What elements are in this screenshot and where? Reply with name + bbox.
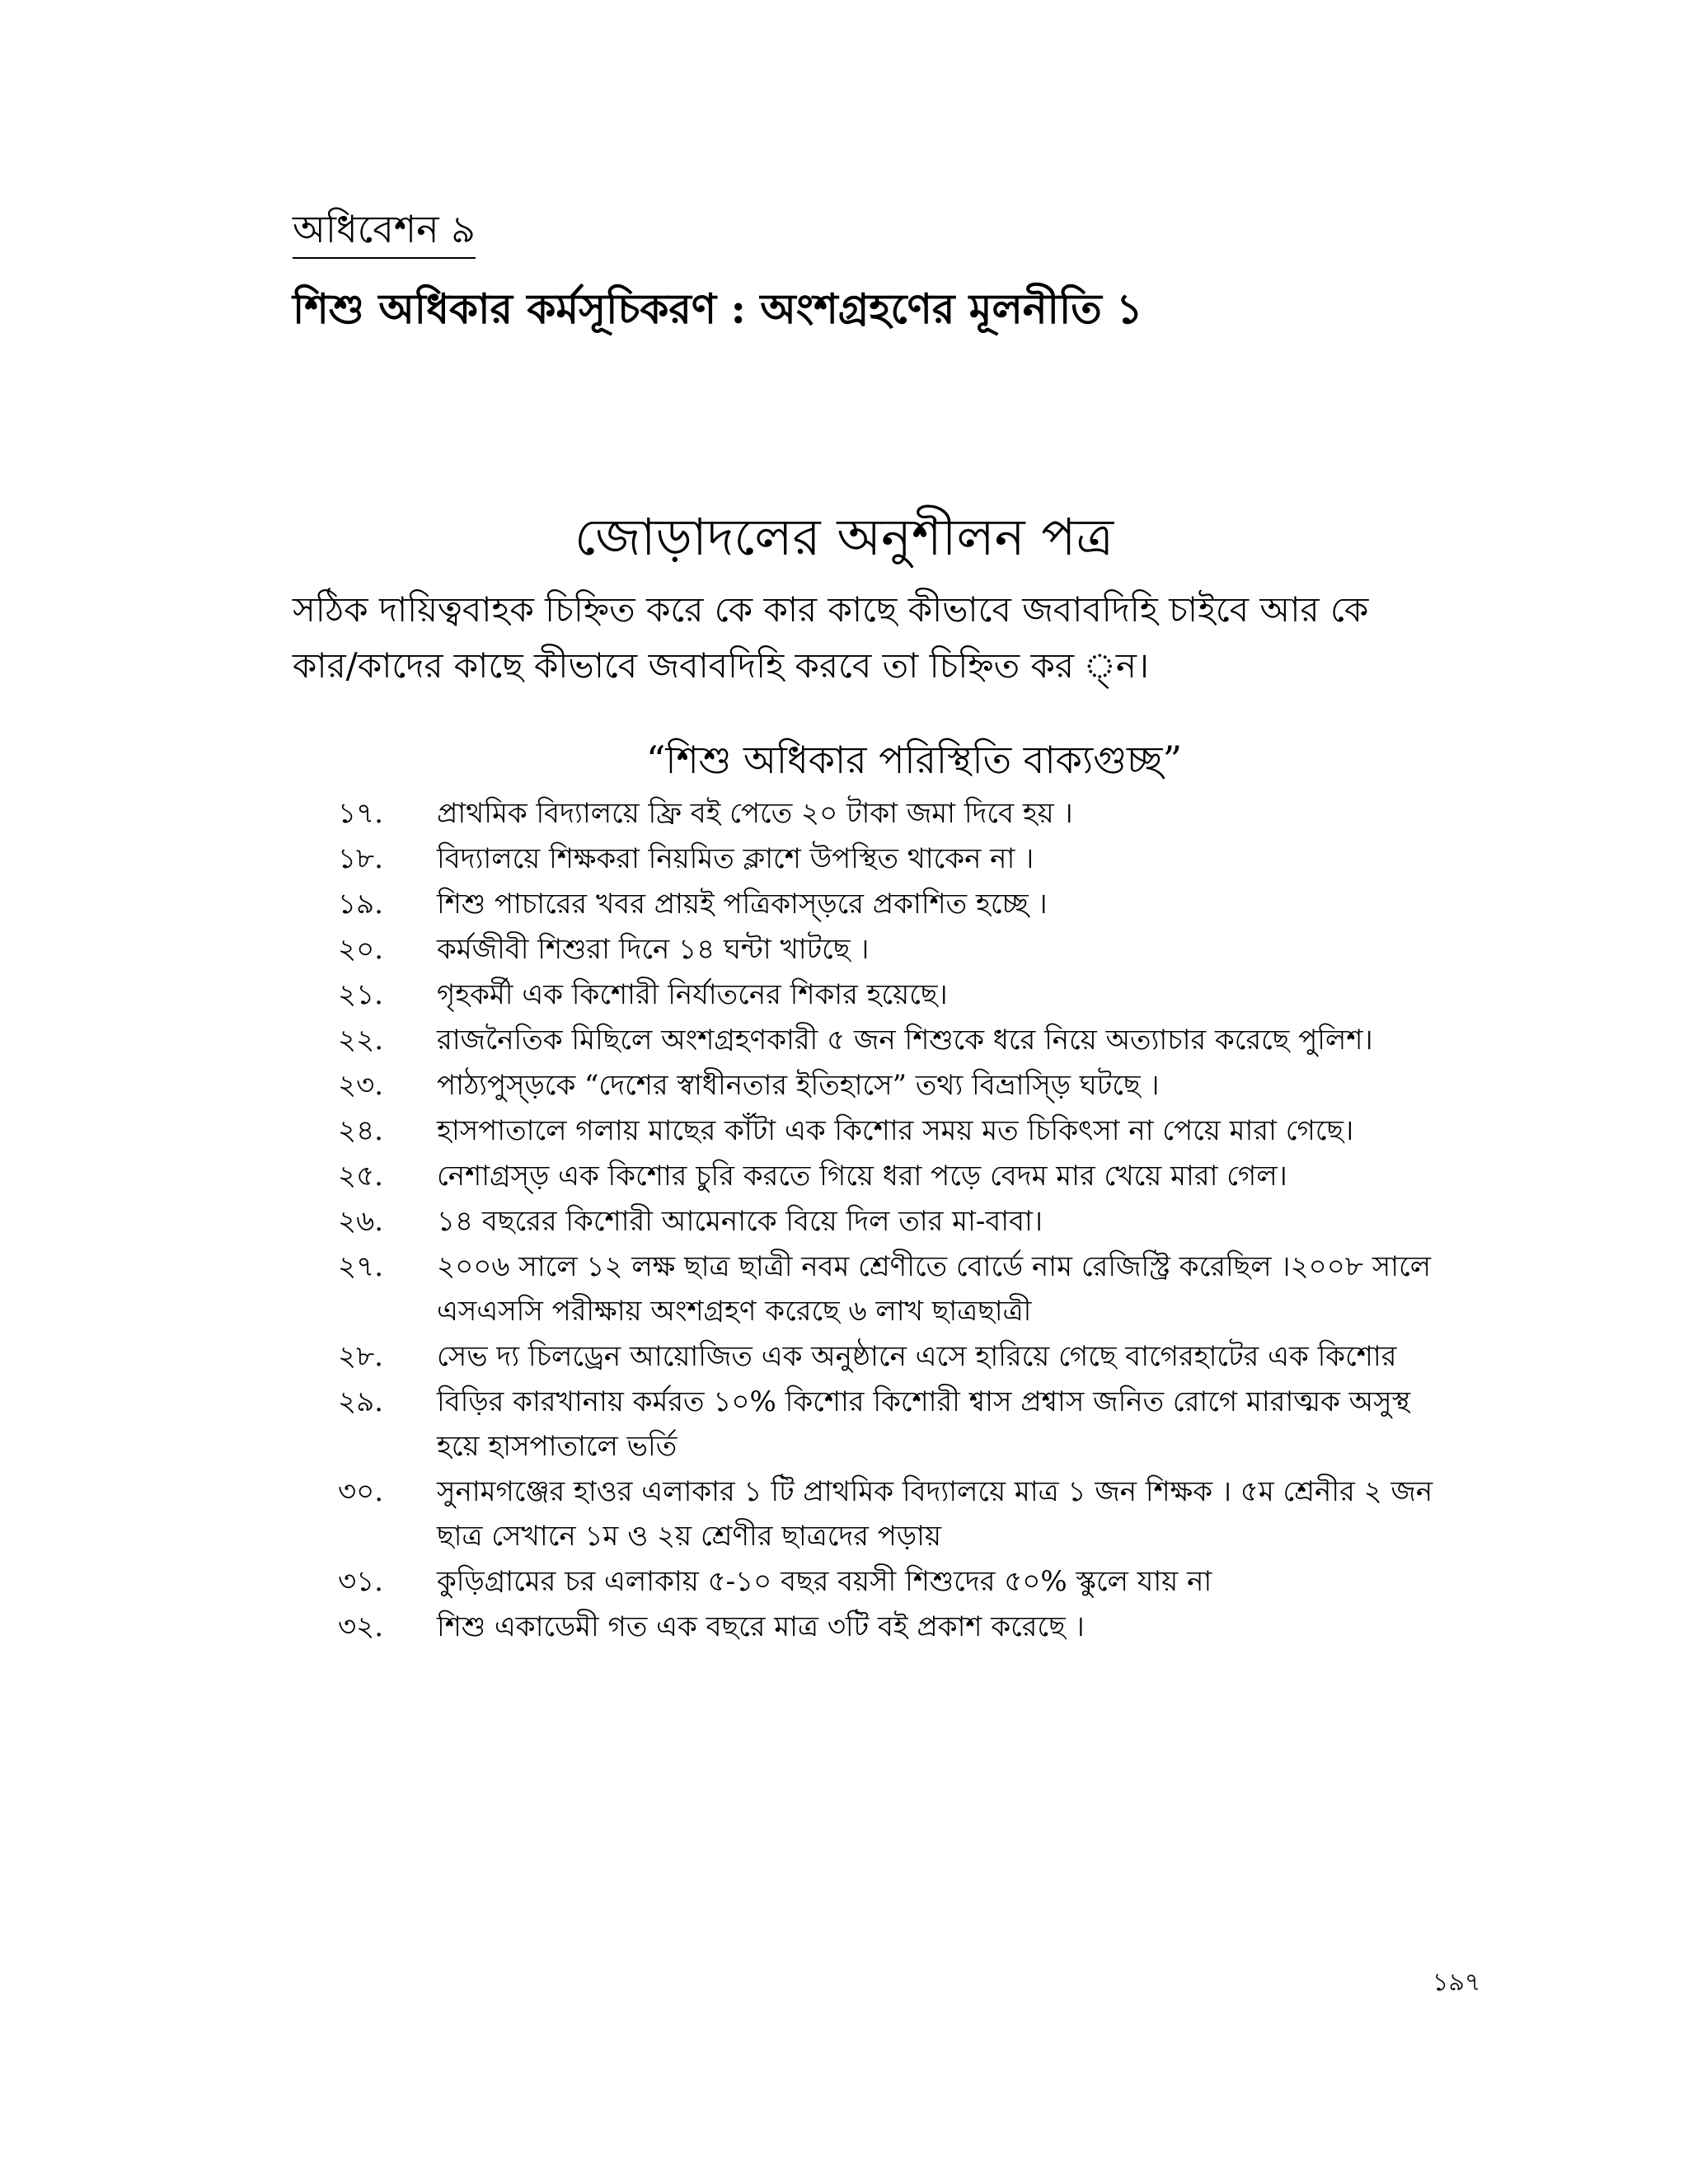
statement-number: ১৭. — [338, 797, 383, 830]
statement-item — [338, 791, 1508, 836]
statement-text-line: ২০০৬ সালে ১২ লক্ষ ছাত্র ছাত্রী নবম শ্রেণীতে বোর্ডে নাম রেজিস্ট্রি করেছিল ।২০০৮ সালে — [437, 1250, 1432, 1283]
statement-text: কুড়িগ্রামের চর এলাকায় ৫-১০ বছর বয়সী শিশুদের ৫০% স্কুলে যায় না — [437, 1565, 1212, 1598]
statement-text: শিশু একাডেমী গত এক বছরে মাত্র ৩টি বই প্রকাশ করেছে । — [437, 1610, 1085, 1643]
statement-text-line: হয়ে হাসপাতালে ভর্তি — [437, 1430, 678, 1463]
statement-number: ৩২. — [338, 1610, 384, 1643]
statement-number: ২৩. — [338, 1069, 384, 1102]
statement-number: ১৮. — [338, 842, 383, 875]
instruction-text — [293, 582, 1463, 694]
statement-number: ২৭. — [338, 1250, 384, 1283]
session-label: অধিবেশন ৯ — [293, 204, 476, 259]
statement-number: ৩০. — [338, 1475, 384, 1508]
statement-item — [338, 1334, 1508, 1379]
statement-number: ২৪. — [338, 1114, 383, 1147]
statement-text: নেশাগ্রস্ড় এক কিশোর চুরি করতে গিয়ে ধরা পড়ে বেদম মার খেয়ে মারা গেল। — [437, 1160, 1287, 1193]
statement-text-line: বিড়ির কারখানায় কর্মরত ১০% কিশোর কিশোরী শ্বাস প্রশ্বাস জনিত রোগে মারাত্মক অসুস্থ — [437, 1385, 1411, 1418]
statement-number: ১৯. — [338, 888, 383, 921]
statement-number: ২১. — [338, 978, 383, 1011]
statement-item — [338, 1469, 1508, 1558]
statement-text: পাঠ্যপুস্ড়কে “দেশের স্বাধীনতার ইতিহাসে” তথ্য বিভ্রাস্ড়ি ঘটছে । — [437, 1069, 1160, 1102]
instruction-line: কার/কাদের কাছে কীভাবে জবাবদিহি করবে তা চিহ্নিত কর ্ন। — [293, 645, 1149, 686]
worksheet-title: জোড়াদলের অনুশীলন পত্র — [574, 507, 1114, 567]
statement-text: রাজনৈতিক মিছিলে অংশগ্রহণকারী ৫ জন শিশুকে ধরে নিয়ে অত্যাচার করেছে পুলিশ। — [437, 1024, 1373, 1057]
page-number: ১৯৭ — [1432, 1968, 1481, 1997]
statement-item — [338, 1605, 1508, 1649]
statement-text: প্রাথমিক বিদ্যালয়ে ফ্রি বই পেতে ২০ টাকা জমা দিবে হয় । — [437, 797, 1073, 830]
statement-item — [338, 837, 1508, 881]
statement-item — [338, 927, 1508, 972]
statement-text: সেভ দ্য চিলড্রেন আয়োজিত এক অনুষ্ঠানে এসে হারিয়ে গেছে বাগেরহাটের এক কিশোর — [437, 1340, 1397, 1373]
instruction-line: সঠিক দায়িত্ববাহক চিহ্নিত করে কে কার কাছে কীভাবে জবাবদিহি চাইবে আর কে — [293, 589, 1369, 630]
statement-item — [338, 1018, 1508, 1062]
statement-item — [338, 1063, 1508, 1108]
statement-text-line: এসএসসি পরীক্ষায় অংশগ্রহণ করেছে ৬ লাখ ছাত্রছাত্রী — [437, 1295, 1032, 1328]
statement-item — [338, 1108, 1508, 1153]
statement-number: ২৬. — [338, 1205, 384, 1238]
statement-number: ২২. — [338, 1024, 384, 1057]
statement-item — [338, 1199, 1508, 1244]
statement-text: ১৪ বছরের কিশোরী আমেনাকে বিয়ে দিল তার মা-বাবা। — [437, 1205, 1043, 1238]
statement-item — [338, 882, 1508, 926]
statement-text: কর্মজীবী শিশুরা দিনে ১৪ ঘন্টা খাটছে । — [437, 933, 870, 966]
statement-number: ২৫. — [338, 1160, 383, 1193]
session-title: শিশু অধিকার কর্মসূচিকরণ : অংশগ্রহণের মূলনীতি ১ — [293, 284, 1143, 333]
statement-number: ৩১. — [338, 1565, 383, 1598]
statement-text: হাসপাতালে গলায় মাছের কাঁটা এক কিশোর সময় মত চিকিৎসা না পেয়ে মারা গেছে। — [437, 1114, 1354, 1147]
statement-item — [338, 1154, 1508, 1198]
statement-number: ২৮. — [338, 1340, 383, 1373]
statement-list — [338, 791, 1508, 1650]
statement-item — [338, 1244, 1508, 1333]
statement-list-heading: “শিশু অধিকার পরিস্থিতি বাক্যগুচ্ছ” — [645, 738, 1183, 782]
statement-item — [338, 972, 1508, 1017]
statement-text-line: ছাত্র সেখানে ১ম ও ২য় শ্রেণীর ছাত্রদের পড়ায় — [437, 1520, 942, 1553]
statement-item — [338, 1559, 1508, 1604]
statement-text: শিশু পাচারের খবর প্রায়ই পত্রিকাস্ড়রে প্রকাশিত হচ্ছে । — [437, 888, 1048, 921]
statement-text-line: সুনামগঞ্জের হাওর এলাকার ১ টি প্রাথমিক বিদ্যালয়ে মাত্র ১ জন শিক্ষক । ৫ম শ্রেনীর ২ জন — [437, 1475, 1433, 1508]
statement-item — [338, 1380, 1508, 1469]
statement-number: ২৯. — [338, 1385, 383, 1418]
statement-text: গৃহকর্মী এক কিশোরী নির্যাতনের শিকার হয়েছে। — [437, 978, 948, 1011]
statement-number: ২০. — [338, 933, 384, 966]
statement-text: বিদ্যালয়ে শিক্ষকরা নিয়মিত ক্লাশে উপস্থিত থাকেন না । — [437, 842, 1034, 875]
